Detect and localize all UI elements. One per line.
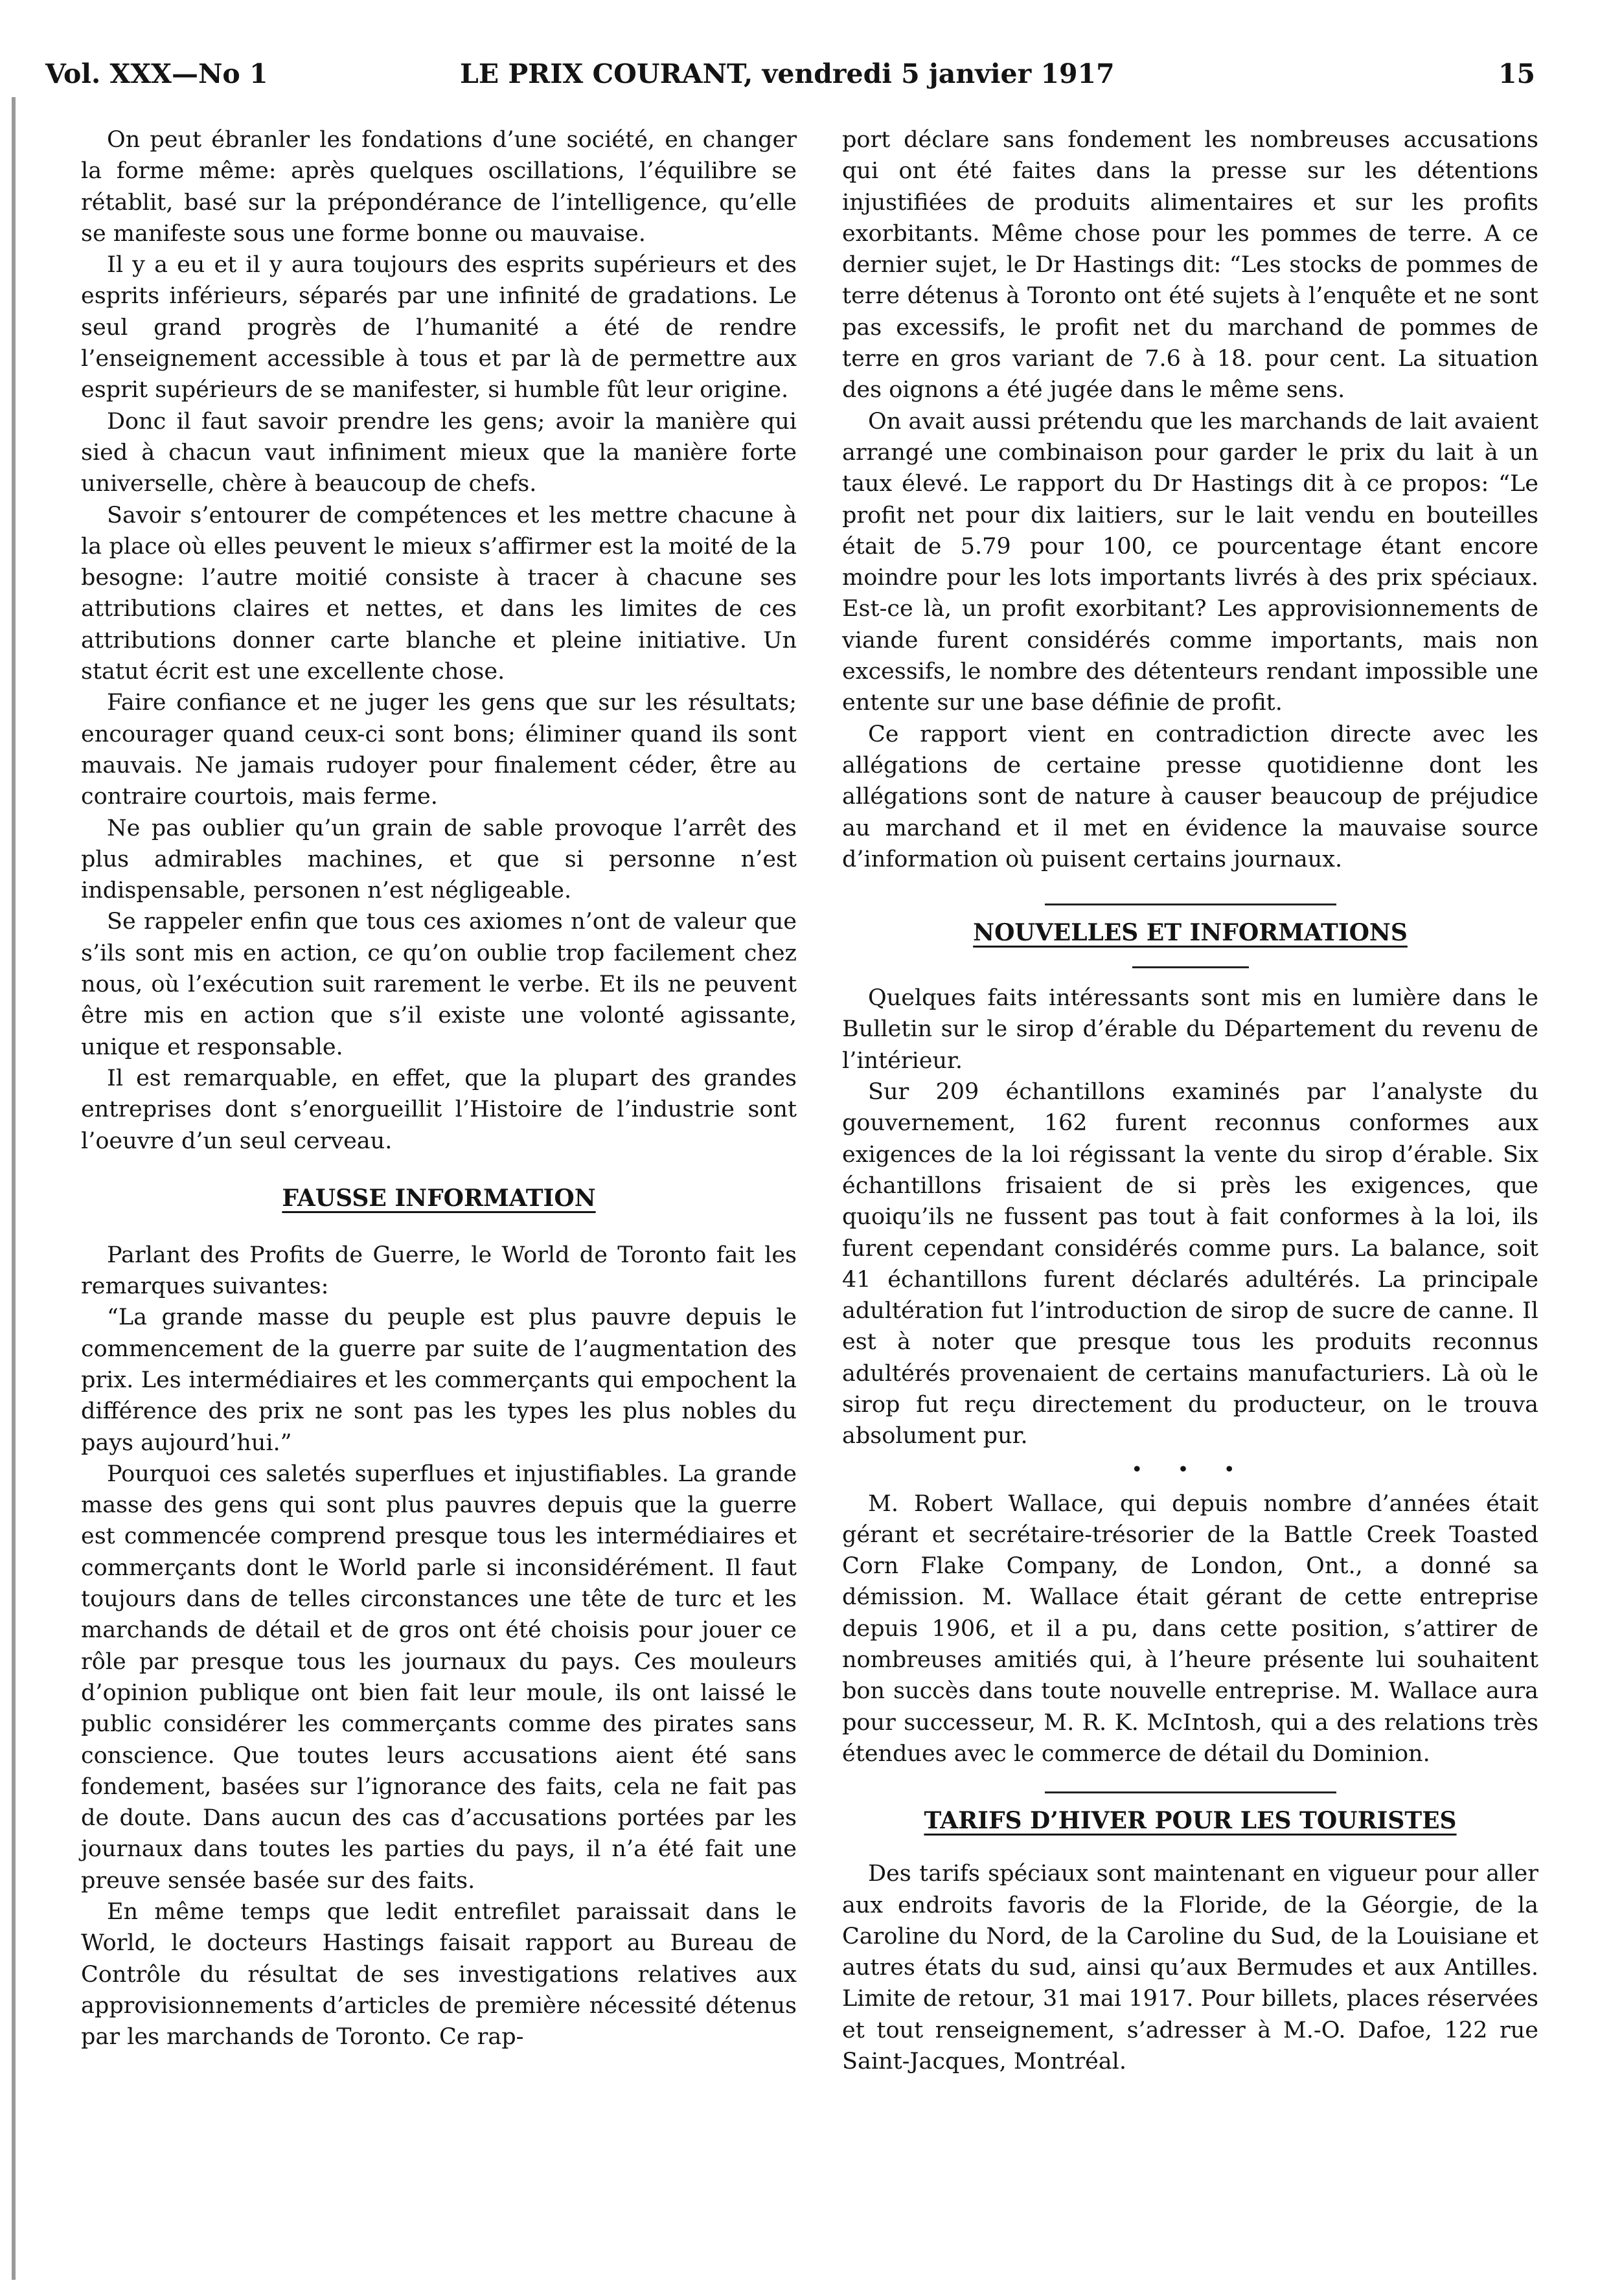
- section-title-tarifs: TARIFS D’HIVER POUR LES TOURISTES: [924, 1807, 1457, 1835]
- article-paragraph: port déclare sans fondement les nombreuses accusations qui ont été faites dans la presse sur les détentions injustifiées de produits alimentaires et sur les profits exorbitants. Même chose pour les pommes de terre. A ce dernier sujet, le Dr Hastings dit: “Les stocks de pommes de terre détenus à Toronto ont été sujets à l’enquête et ne sont pas excessifs, le profit net du marchand de pommes de terre en gros variant de 7.6 à 18. pour cent. La situation des oignons a été jugée dans le même sens.: [842, 127, 1538, 404]
- section-title-nouvelles: NOUVELLES ET INFORMATIONS: [973, 919, 1408, 947]
- article-paragraph: Parlant des Profits de Guerre, le World de Toronto fait les remarques suivantes:: [81, 1242, 797, 1300]
- article-paragraph: On avait aussi prétendu que les marchands de lait avaient arrangé une combinaison pour garder le prix du lait à un taux élevé. Le rapport du Dr Hastings dit à ce propos: “Le profit net pour dix laitiers, sur le lait vendu en bouteilles était de 5.79 pour 100, ce pourcentage étant encore moindre pour les lots importants livrés à des prix spéciaux. Est-ce là, un profit exorbitant? Les approvisionnements de viande furent considérés comme importants, mais non excessifs, le nombre des détenteurs rendant impossible une entente sur une base définie de profit.: [842, 408, 1538, 716]
- quote-paragraph: “La grande masse du peuple est plus pauvre depuis le commencement de la guerre par suite de l’augmentation des prix. Les intermédiaires et les commerçants qui empochent la différence des prix ne sont pas les types les plus nobles du pays aujourd’hui.”: [81, 1304, 797, 1456]
- article-paragraph: Ce rapport vient en contradiction directe avec les allégations de certaine presse quotidienne dont les allégations sont de nature à causer beaucoup de préjudice au marchand et il met en évidence la mauvaise source d’information où puisent certains journaux.: [842, 721, 1538, 872]
- left-column: [81, 124, 797, 2053]
- article-paragraph: Quelques faits intéressants sont mis en lumière dans le Bulletin sur le sirop d’érable du Département du revenu de l’intérieur.: [842, 985, 1538, 1074]
- article-paragraph: Donc il faut savoir prendre les gens; avoir la manière qui sied à chacun vaut infiniment mieux que la manière forte universelle, chère à beaucoup de chefs.: [81, 408, 797, 497]
- article-paragraph: M. Robert Wallace, qui depuis nombre d’années était gérant et secrétaire-trésorier de la Battle Creek Toasted Corn Flake Company, de London, Ont., a donné sa démission. M. Wallace était gérant de cette entreprise depuis 1906, et il a pu, dans cette position, s’attirer de nombreuses amitiés qui, à l’heure présente lui souhaitent bon succès dans toute nouvelle entreprise. M. Wallace aura pour successeur, M. R. K. McIntosh, qui a des relations très étendues avec le commerce de détail du Dominion.: [842, 1490, 1538, 1767]
- article-paragraph: Il y a eu et il y aura toujours des esprits supérieurs et des esprits inférieurs, séparés par une infinité de gradations. Le seul grand progrès de l’humanité a été de rendre l’enseignement accessible à tous et par là de permettre aux esprit supérieurs de se manifester, si humble fût leur origine.: [81, 252, 797, 404]
- right-column: [842, 124, 1538, 2077]
- article-paragraph: Il est remarquable, en effet, que la plupart des grandes entreprises dont s’enorgueillit l’Histoire de l’industrie sont l’oeuvre d’un seul cerveau.: [81, 1065, 797, 1154]
- article-paragraph: On peut ébranler les fondations d’une société, en changer la forme même: après quelques oscillations, l’équilibre se rétablit, basé sur la prépondérance de l’intelligence, qu’elle se manifeste sous une forme bonne ou mauvaise.: [81, 127, 797, 247]
- article-paragraph: Savoir s’entourer de compétences et les mettre chacune à la place où elles peuvent le mieux s’affirmer est la moité de la besogne: l’autre moitié consiste à tracer à chacune ses attributions claires et nettes, et dans les limites de ces attributions donner carte blanche et pleine initiative. Un statut écrit est une excellente chose.: [81, 502, 797, 685]
- article-paragraph: Faire confiance et ne juger les gens que sur les résultats; encourager quand ceux-ci sont bons; éliminer quand ils sont mauvais. Ne jamais rudoyer pour finalement céder, être au contraire courtois, mais ferme.: [81, 690, 797, 810]
- page-number: 15: [1498, 58, 1535, 89]
- article-paragraph: Des tarifs spéciaux sont maintenant en vigueur pour aller aux endroits favoris de la Floride, de la Géorgie, de la Caroline du Nord, de la Caroline du Sud, de la Louisiane et autres états du sud, ainsi qu’aux Bermudes et aux Antilles. Limite de retour, 31 mai 1917. Pour billets, places réservées et tout renseignement, s’adresser à M.-O. Dafoe, 122 rue Saint-Jacques, Montréal.: [842, 1861, 1538, 2075]
- article-paragraph: Ne pas oublier qu’un grain de sable provoque l’arrêt des plus admirables machines, et que si personne n’est indispensable, personen n’est négligeable.: [81, 815, 797, 904]
- publication-title: LE PRIX COURANT, vendredi 5 janvier 1917: [460, 58, 1115, 89]
- separator-bullets: • • •: [1131, 1458, 1250, 1481]
- article-paragraph: Pourquoi ces saletés superflues et injustifiables. La grande masse des gens qui sont plus pauvres depuis que la guerre est commencée comprend presque tous les intermédiaires et commerçants dont le World parle si inconsidérément. Il faut toujours dans de telles circonstances une tête de turc et les marchands de détail et de gros ont été choisis pour jouer ce rôle par presque tous les journaux du pays. Ces mouleurs d’opinion publique ont bien fait leur moule, ils ont laissé le public considérer les commerçants comme des pirates sans conscience. Que toutes leurs accusations aient été sans fondement, basées sur l’ignorance des faits, cela ne fait pas de doute. Dans aucun des cas d’accusations portées par les journaux dans toutes les parties du pays, il n’a été fait une preuve sensée basée sur des faits.: [81, 1461, 797, 1894]
- page-header: [45, 58, 1535, 104]
- article-paragraph: Se rappeler enfin que tous ces axiomes n’ont de valeur que s’ils sont mis en action, ce qu’on oublie trop facilement chez nous, où l’exécution suit rarement le verbe. Et ils ne peuvent être mis en action que s’il existe une volonté agissante, unique et responsable.: [81, 909, 797, 1060]
- page-edge-line: [12, 97, 16, 2280]
- section-title-fausse-information: FAUSSE INFORMATION: [282, 1184, 596, 1212]
- volume-label: Vol. XXX—No 1: [45, 58, 268, 89]
- article-paragraph: En même temps que ledit entrefilet paraissait dans le World, le docteurs Hastings faisait rapport au Bureau de Contrôle du résultat de ses investigations relatives aux approvisionnements d’articles de première nécessité détenus par les marchands de Toronto. Ce rap-: [81, 1899, 797, 2051]
- article-paragraph: Sur 209 échantillons examinés par l’analyste du gouvernement, 162 furent reconnus conformes aux exigences de la loi régissant la vente du sirop d’érable. Six échantillons frisaient de si près les exigences, que quoiqu’ils ne fussent pas tout à fait conformes à la loi, ils furent cependant considérés comme purs. La balance, soit 41 échantillons furent déclarés adultérés. La principale adultération fut l’introduction de sirop de sucre de canne. Il est à noter que presque tous les produits reconnus adultérés provenaient de certains manufacturiers. Là où le sirop fut reçu directement du producteur, on le trouva absolument pur.: [842, 1079, 1538, 1449]
